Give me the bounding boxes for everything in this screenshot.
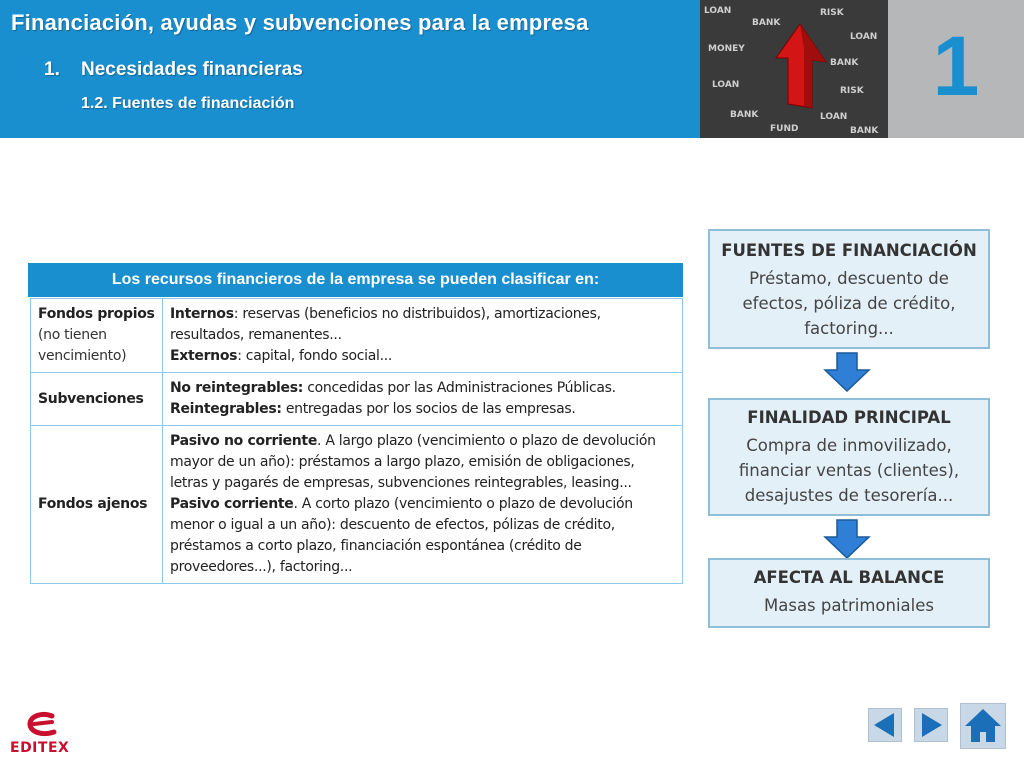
photo-word: LOAN xyxy=(704,6,732,16)
photo-word: LOAN xyxy=(712,80,740,90)
flow-box-balance xyxy=(708,558,990,628)
section-title-text: Necesidades financieras xyxy=(81,59,303,80)
section-title xyxy=(44,59,303,81)
flow-box-purpose xyxy=(708,398,990,516)
category-title: Fondos propios xyxy=(38,306,155,322)
table-row xyxy=(31,373,683,426)
item-text: A corto plazo (vencimiento o plazo de devolución menor o igual a un año): descuento de efectos, pólizas de crédito, préstamos a corto plazo, financiación espontánea (crédito de proveedores...), factoring... xyxy=(170,496,633,575)
description-item xyxy=(170,399,675,420)
table-heading: Los recursos financieros de la empresa se pueden clasificar en: xyxy=(28,263,683,297)
flow-box-text xyxy=(710,266,988,341)
editex-logo xyxy=(8,710,80,760)
category-cell xyxy=(31,426,163,584)
item-separator: . xyxy=(317,433,326,449)
flow-line: efectos, póliza de crédito, xyxy=(742,294,956,313)
description-item xyxy=(170,378,675,399)
item-separator: : xyxy=(237,348,246,364)
flow-line: factoring... xyxy=(804,319,894,338)
photo-word: BANK xyxy=(752,18,781,28)
photo-word: MONEY xyxy=(708,44,745,54)
flow-box-title: FINALIDAD PRINCIPAL xyxy=(747,408,951,427)
category-title: Fondos ajenos xyxy=(38,496,148,512)
flow-line: Compra de inmovilizado, xyxy=(746,436,952,455)
description-item xyxy=(170,494,675,578)
previous-slide-button[interactable] xyxy=(868,708,902,742)
item-separator: : xyxy=(233,306,243,322)
photo-word: BANK xyxy=(730,110,759,120)
flow-line: Préstamo, descuento de xyxy=(749,269,949,288)
unit-number-panel xyxy=(888,0,1024,138)
category-title: Subvenciones xyxy=(38,390,144,407)
table-row xyxy=(31,426,683,584)
item-text: A largo plazo (vencimiento o plazo de devolución mayor de un año): préstamos a largo plazo, emisión de obligaciones, letras y pagarés de empresas, subvenciones reintegrables, leasing... xyxy=(170,433,656,491)
triangle-right-icon xyxy=(915,709,947,741)
photo-word: FUND xyxy=(770,124,799,134)
item-label: Reintegrables: xyxy=(170,401,282,417)
subsection-title: 1.2. Fuentes de financiación xyxy=(81,95,295,112)
down-arrow-icon xyxy=(823,519,871,559)
financial-resources-table xyxy=(30,298,683,584)
table-row xyxy=(31,299,683,373)
header-banner xyxy=(0,0,700,138)
description-cell xyxy=(163,373,683,426)
flow-line: Masas patrimoniales xyxy=(764,596,934,615)
description-item xyxy=(170,346,675,367)
item-separator: . xyxy=(293,496,302,512)
category-cell xyxy=(31,299,163,373)
flow-box-text xyxy=(710,593,988,618)
red-up-arrow-icon xyxy=(700,0,888,138)
photo-word: RISK xyxy=(820,8,844,18)
home-button[interactable] xyxy=(960,703,1006,749)
next-slide-button[interactable] xyxy=(914,708,948,742)
flow-box-title: AFECTA AL BALANCE xyxy=(753,568,945,587)
category-note: (no tienen vencimiento) xyxy=(38,327,127,364)
item-text: entregadas por los socios de las empresas. xyxy=(285,401,576,417)
item-text: capital, fondo social... xyxy=(245,348,393,364)
item-label: Pasivo corriente xyxy=(170,496,294,512)
flow-box-sources xyxy=(708,229,990,349)
photo-word: LOAN xyxy=(850,32,878,42)
down-arrow-icon xyxy=(823,352,871,392)
unit-number: 1 xyxy=(932,19,980,113)
photo-word: BANK xyxy=(830,58,859,68)
flow-line: desajustes de tesorería... xyxy=(744,486,954,505)
item-text: reservas (beneficios no distribuidos), amortizaciones, resultados, remanentes... xyxy=(170,306,601,343)
item-text: concedidas por las Administraciones Públicas. xyxy=(307,380,616,396)
item-label: Internos xyxy=(170,306,234,322)
flow-box-title: FUENTES DE FINANCIACIÓN xyxy=(721,241,977,260)
item-label: Externos xyxy=(170,348,238,364)
description-cell xyxy=(163,299,683,373)
photo-word: LOAN xyxy=(820,112,848,122)
header-photo xyxy=(700,0,888,138)
item-label: Pasivo no corriente xyxy=(170,433,318,449)
photo-word: RISK xyxy=(840,86,864,96)
flow-box-text xyxy=(710,433,988,508)
home-icon xyxy=(961,704,1005,748)
triangle-left-icon xyxy=(869,709,901,741)
photo-word: BANK xyxy=(850,126,879,136)
flow-line: financiar ventas (clientes), xyxy=(738,461,960,480)
description-item xyxy=(170,431,675,494)
editex-logo-text: EDITEX xyxy=(10,740,70,756)
presentation-title: Financiación, ayudas y subvenciones para la empresa xyxy=(11,10,589,35)
category-cell xyxy=(31,373,163,426)
editex-logo-mark-icon xyxy=(8,710,80,742)
item-label: No reintegrables: xyxy=(170,380,304,396)
description-cell xyxy=(163,426,683,584)
section-number: 1. xyxy=(44,59,60,80)
description-item xyxy=(170,304,675,346)
